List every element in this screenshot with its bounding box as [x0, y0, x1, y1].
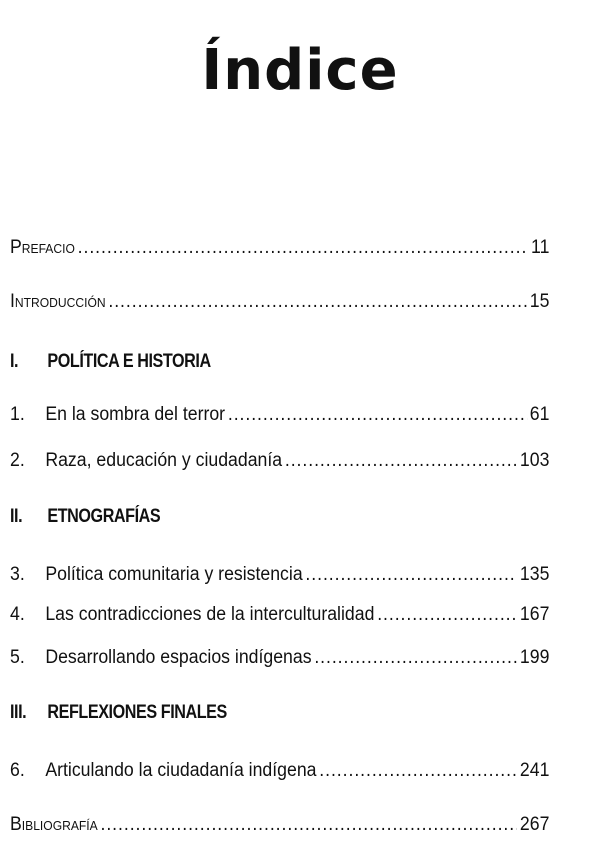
toc-entry-page: 61: [529, 404, 550, 425]
section-label: POLÍTICA E HISTORIA: [47, 351, 211, 372]
dot-leader: [285, 449, 517, 473]
toc-section-heading: [10, 505, 160, 529]
chapter-number: 1.: [10, 404, 25, 425]
toc-entry-chapter-2[interactable]: [10, 449, 549, 473]
toc-entry-bibliografia[interactable]: [10, 813, 549, 837]
section-label: ETNOGRAFÍAS: [47, 506, 161, 527]
toc-entry-chapter-4[interactable]: [10, 603, 549, 627]
section-label: REFLEXIONES FINALES: [47, 702, 227, 723]
toc-entry-page: 199: [519, 647, 550, 668]
toc-entry-page: 15: [529, 291, 550, 312]
toc-entry-label: Introducción: [10, 291, 106, 312]
toc-entry-page: 241: [519, 760, 550, 781]
toc-entry-label: Las contradicciones de la interculturalidad: [45, 604, 375, 625]
toc-entry-chapter-1[interactable]: [10, 403, 549, 427]
chapter-number: 4.: [10, 604, 25, 625]
toc-entry-chapter-5[interactable]: [10, 646, 549, 670]
toc-entry-page: 167: [519, 604, 550, 625]
toc-entry-label: Bibliografía: [10, 814, 98, 835]
toc-entry-label: Prefacio: [10, 237, 75, 258]
toc-entry-chapter-6[interactable]: [10, 759, 549, 783]
toc-entry-page: 103: [519, 450, 550, 471]
dot-leader: [78, 236, 528, 260]
dot-leader: [319, 759, 517, 783]
toc-entry-label: En la sombra del terror: [45, 404, 226, 425]
chapter-number: 5.: [10, 647, 25, 668]
chapter-number: 3.: [10, 564, 25, 585]
page-title: Índice: [201, 38, 399, 103]
dot-leader: [228, 403, 527, 427]
toc-entry-prefacio[interactable]: [10, 236, 549, 260]
chapter-number: 6.: [10, 760, 25, 781]
toc-entry-label: Política comunitaria y resistencia: [45, 564, 303, 585]
dot-leader: [314, 646, 517, 670]
toc-entry-label: Desarrollando espacios indígenas: [45, 647, 312, 668]
dot-leader: [377, 603, 517, 627]
toc-entry-label: Raza, educación y ciudadanía: [45, 450, 283, 471]
dot-leader: [108, 290, 527, 314]
section-number: I.: [10, 351, 19, 372]
section-number: III.: [10, 702, 27, 723]
toc-entry-label: Articulando la ciudadanía indígena: [45, 760, 317, 781]
toc-section-heading: [10, 701, 227, 725]
dot-leader: [305, 563, 517, 587]
dot-leader: [101, 813, 518, 837]
toc-section-heading: [10, 350, 211, 374]
toc-entry-page: 267: [519, 814, 550, 835]
toc-entry-page: 135: [519, 564, 550, 585]
section-number: II.: [10, 506, 23, 527]
toc-entry-page: 11: [531, 237, 550, 258]
chapter-number: 2.: [10, 450, 25, 471]
toc-entry-chapter-3[interactable]: [10, 563, 549, 587]
toc-entry-introduccion[interactable]: [10, 290, 549, 314]
